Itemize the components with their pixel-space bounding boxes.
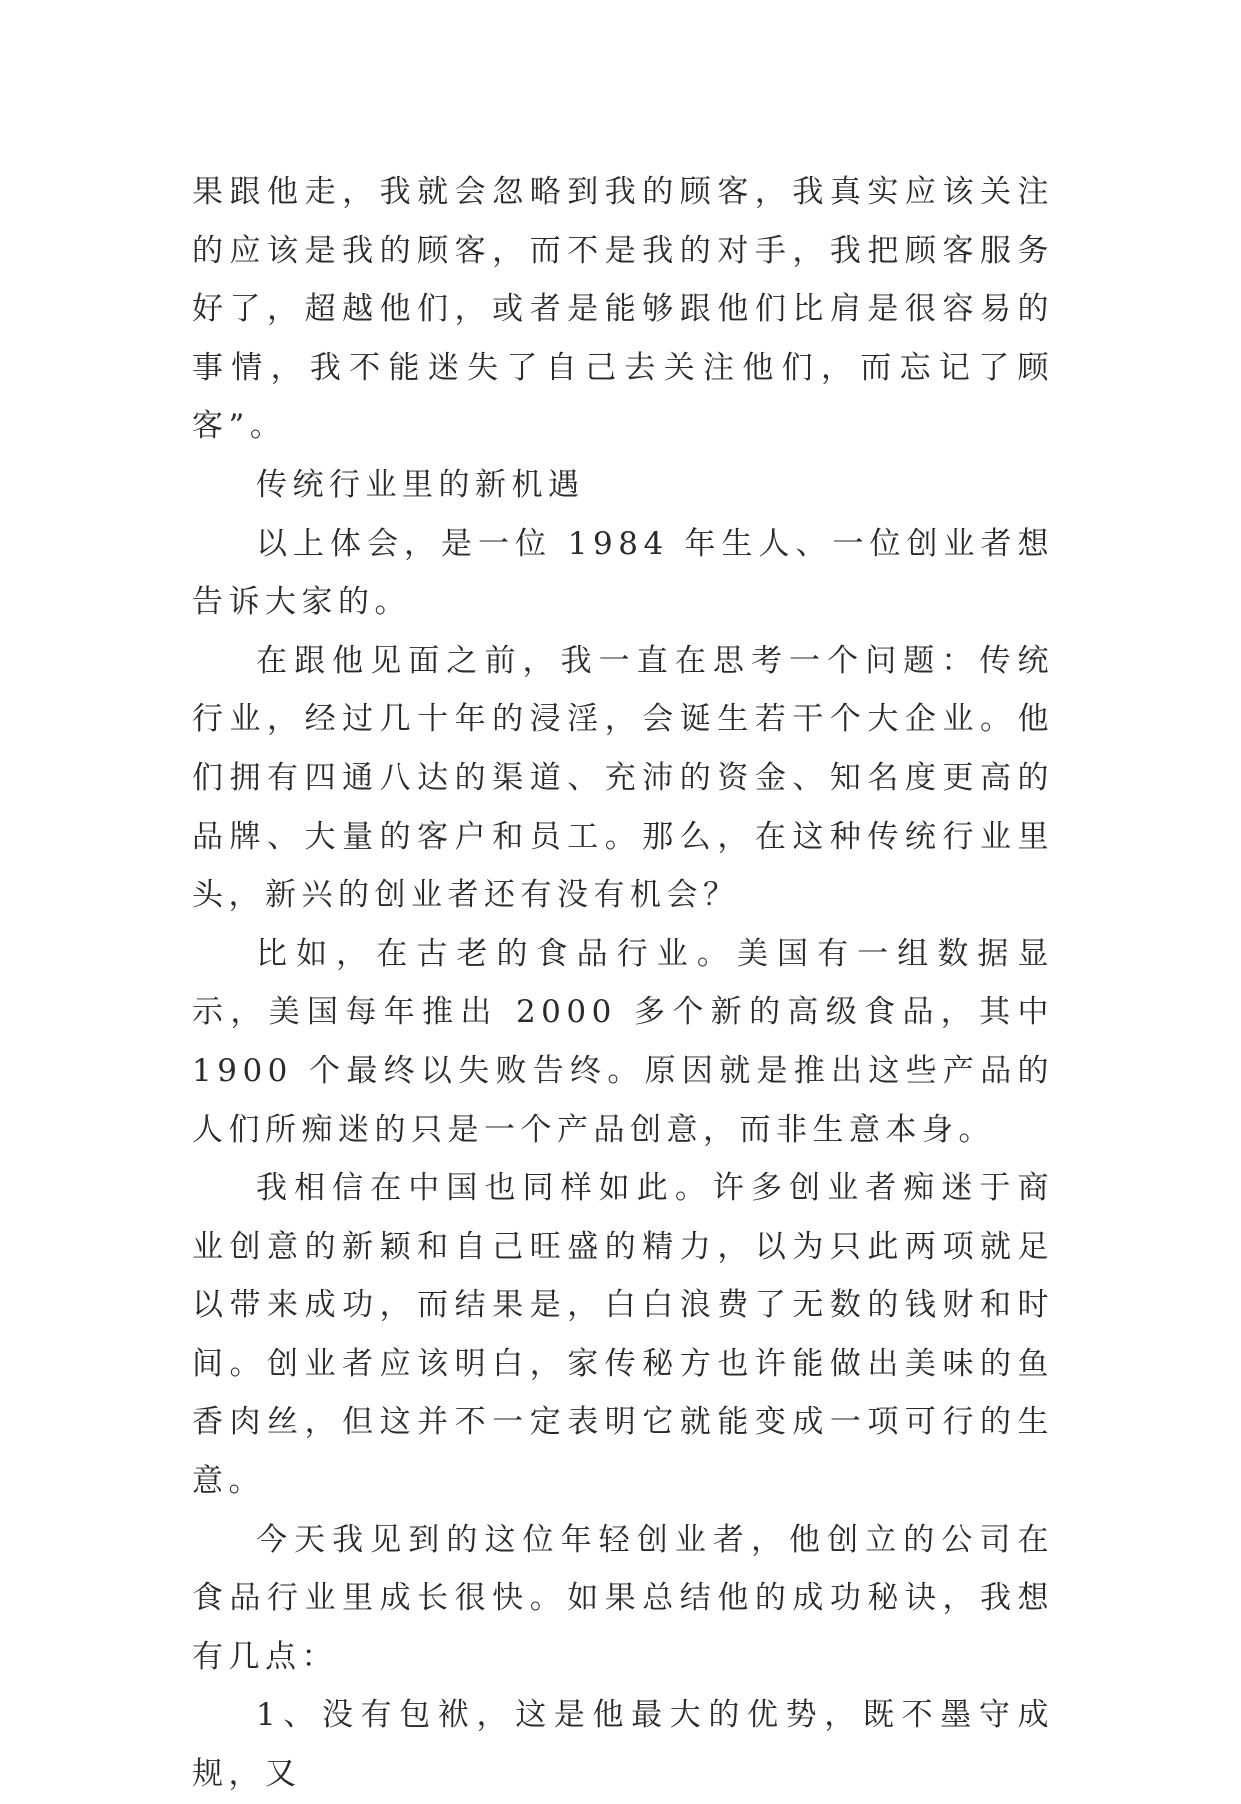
- paragraph: 在跟他见面之前，我一直在思考一个问题：传统行业，经过几十年的浸淫，会诞生若干个大企业。他们拥有四通八达的渠道、充沛的资金、知名度更高的品牌、大量的客户和员工。那么，在这种传统行业里头，新兴的创业者还有没有机会？: [192, 642, 1054, 914]
- paragraph: 我相信在中国也同样如此。许多创业者痴迷于商业创意的新颖和自己旺盛的精力，以为只此两项就足以带来成功，而结果是，白白浪费了无数的钱财和时间。创业者应该明白，家传秘方也许能做出美味的鱼香肉丝，但这并不一定表明它就能变成一项可行的生意。: [192, 1170, 1054, 1500]
- paragraph: 果跟他走，我就会忽略到我的顾客，我真实应该关注的应该是我的顾客，而不是我的对手，我把顾客服务好了，超越他们，或者是能够跟他们比肩是很容易的事情，我不能迷失了自己去关注他们，而忘记了顾客”。: [192, 174, 1054, 445]
- body-text: [192, 163, 1054, 1804]
- paragraph: 以上体会，是一位 1984 年生人、一位创业者想告诉大家的。: [192, 525, 1054, 621]
- paragraph: 1、没有包袱，这是他最大的优势，既不墨守成规，又: [192, 1697, 1054, 1793]
- paragraph: 比如，在古老的食品行业。美国有一组数据显示，美国每年推出 2000 多个新的高级食品，其中 1900 个最终以失败告终。原因就是推出这些产品的人们所痴迷的只是一个产品创意，而非生意本身。: [192, 935, 1054, 1148]
- section-heading: 传统行业里的新机遇: [256, 466, 585, 503]
- paragraph: 今天我见到的这位年轻创业者，他创立的公司在食品行业里成长很快。如果总结他的成功秘诀，我想有几点：: [192, 1521, 1054, 1675]
